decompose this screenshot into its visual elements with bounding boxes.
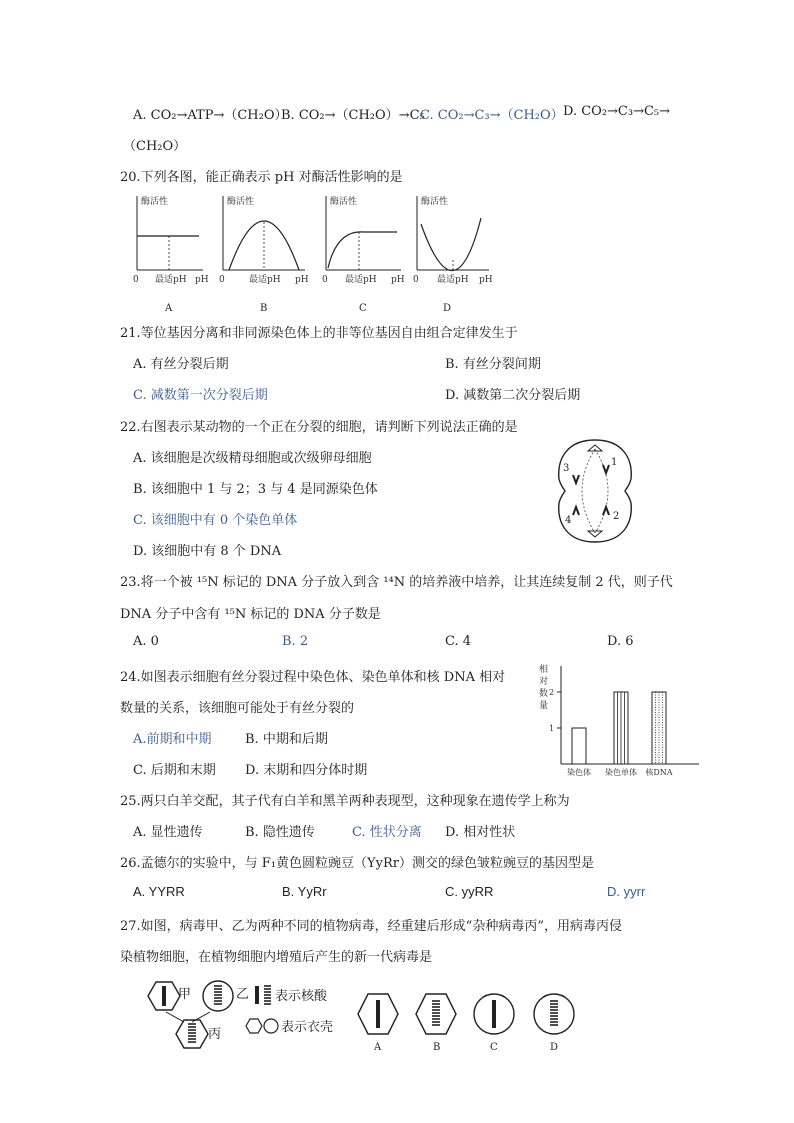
y-tick-label-2: 2 <box>549 688 555 697</box>
chart-ylabel-2: 对 <box>539 677 549 687</box>
legend-nucleic <box>255 986 328 1004</box>
graph-b-ylabel: 酶活性 <box>227 197 255 207</box>
chart-ylabel-3: 数 <box>539 689 549 699</box>
q21-option-d: D. 减数第二次分裂后期 <box>445 388 581 403</box>
q20-stem: 20.下列各图，能正确表示 pH 对酶活性影响的是 <box>120 170 403 185</box>
graph-c <box>322 195 405 314</box>
graph-a-label: A <box>165 303 173 314</box>
q25-stem: 25.两只白羊交配，其子代有白羊和黑羊两种表现型，这种现象在遗传学上称为 <box>120 794 570 809</box>
legend-shell <box>246 1019 333 1035</box>
virus-option-b <box>416 994 456 1053</box>
q24-bar-chart <box>535 660 705 778</box>
graph-d-curve <box>421 218 481 271</box>
graph-a-xend: pH <box>195 275 209 285</box>
q24-option-c: C. 后期和末期 <box>133 763 216 778</box>
q22-stem: 22.右图表示某动物的一个正在分裂的细胞，请判断下列说法正确的是 <box>120 420 518 435</box>
pole-top <box>588 445 602 451</box>
q23-stem-line2: DNA 分子中含有 ¹⁵N 标记的 DNA 分子数是 <box>120 607 381 622</box>
q24-stem-line1: 24.如图表示细胞有丝分裂过程中染色体、染色单体和核 DNA 相对 <box>120 670 506 685</box>
q23-option-a: A. 0 <box>133 634 159 649</box>
x-label-2: 核DNA <box>645 768 673 777</box>
pole-bottom <box>588 531 602 537</box>
virus-bing <box>176 1020 221 1048</box>
chart-ylabel-1: 相 <box>539 665 549 675</box>
graph-c-label: C <box>359 303 367 314</box>
svg-text:D: D <box>550 1042 559 1053</box>
graph-b-xend: pH <box>295 275 309 285</box>
graph-b <box>219 195 309 314</box>
graph-d-xlabel: 最适pH <box>437 275 469 285</box>
graph-c-ylabel: 酶活性 <box>330 197 358 207</box>
q26-option-d: D. yyrr <box>607 884 646 899</box>
virus-option-d <box>534 994 574 1053</box>
q21-stem: 21.等位基因分离和非同源染色体上的非等位基因自由组合定律发生于 <box>120 326 518 341</box>
svg-text:C: C <box>490 1042 498 1053</box>
chromosome-3 <box>573 475 579 483</box>
q19-option-d: D. CO₂→C₃→C₅→ <box>563 104 671 119</box>
q22-option-c: C. 该细胞中有 0 个染色单体 <box>133 513 298 528</box>
q25-option-b: B. 隐性遗传 <box>245 825 315 840</box>
label-yi: 乙 <box>236 987 250 1002</box>
q24-option-b: B. 中期和后期 <box>245 732 328 747</box>
graph-b-xlabel: 最适pH <box>249 275 281 285</box>
virus-yi <box>203 981 249 1011</box>
label-1: 1 <box>611 457 618 468</box>
graph-c-origin: 0 <box>322 275 328 285</box>
q26-option-c: C. yyRR <box>445 884 494 899</box>
x-label-1: 染色单体 <box>605 768 637 777</box>
q22-option-a: A. 该细胞是次级精母细胞或次级卵母细胞 <box>133 451 372 466</box>
q25-option-c: C. 性状分离 <box>352 825 422 840</box>
q24-option-d: D. 末期和四分体时期 <box>245 763 368 778</box>
graph-b-label: B <box>260 303 268 314</box>
q25-option-a: A. 显性遗传 <box>133 825 203 840</box>
q26-option-b: B. YyRr <box>282 884 327 899</box>
graph-d-label: D <box>443 303 452 314</box>
svg-text:表示核酸: 表示核酸 <box>275 989 328 1004</box>
q22-option-b: B. 该细胞中 1 与 2；3 与 4 是同源染色体 <box>133 482 378 497</box>
graph-d-origin: 0 <box>413 275 419 285</box>
chromosome-4 <box>573 507 579 515</box>
graph-c-xlabel: 最适pH <box>345 275 377 285</box>
q25-option-d: D. 相对性状 <box>445 825 516 840</box>
x-label-0: 染色体 <box>567 768 591 777</box>
graph-a-ylabel: 酶活性 <box>141 197 169 207</box>
label-4: 4 <box>565 515 572 526</box>
q23-option-b: B. 2 <box>282 634 309 649</box>
label-bing: 丙 <box>208 1027 222 1042</box>
graph-a <box>133 195 209 314</box>
virus-jia <box>148 982 191 1010</box>
graph-d-ylabel: 酶活性 <box>421 197 449 207</box>
q24-stem-line2: 数量的关系，该细胞可能处于有丝分裂的 <box>120 701 355 716</box>
graph-a-xlabel: 最适pH <box>155 275 187 285</box>
graph-d <box>413 195 493 314</box>
graph-c-xend: pH <box>391 275 405 285</box>
q21-option-a: A. 有丝分裂后期 <box>133 357 229 372</box>
label-2: 2 <box>613 511 620 522</box>
q20-graphs <box>125 192 505 316</box>
q19-option-a: A. CO₂→ATP→（CH₂O） <box>133 108 288 123</box>
q26-stem: 26.孟德尔的实验中，与 F₁黄色圆粒豌豆（YyRr）测交的绿色皱粒豌豆的基因型是 <box>120 856 594 871</box>
graph-d-xend: pH <box>479 275 493 285</box>
virus-option-a <box>358 994 398 1053</box>
svg-text:B: B <box>433 1042 441 1053</box>
q22-cell-diagram <box>545 437 645 545</box>
q22-option-d: D. 该细胞中有 8 个 DNA <box>133 544 282 559</box>
svg-text:A: A <box>374 1042 382 1053</box>
q26-option-a: A. YYRR <box>133 884 185 899</box>
q23-option-c: C. 4 <box>445 634 472 649</box>
q21-option-c: C. 减数第一次分裂后期 <box>133 388 268 403</box>
graph-b-origin: 0 <box>219 275 225 285</box>
graph-c-curve <box>328 232 397 268</box>
cell-outline <box>559 440 631 542</box>
q27-virus-diagram <box>140 976 600 1056</box>
q19-option-b: B. CO₂→（CH₂O）→C₅ <box>281 108 425 123</box>
q23-option-d: D. 6 <box>607 634 634 649</box>
chromosome-2 <box>603 507 609 515</box>
q19-option-c: C. CO₂→C₃→（CH₂O） <box>420 108 564 123</box>
label-3: 3 <box>563 463 570 474</box>
q23-stem-line1: 23.将一个被 ¹⁵N 标记的 DNA 分子放入到含 ¹⁴N 的培养液中培养，让其连续复制 2 代，则子代 <box>120 575 673 590</box>
y-tick-label-1: 1 <box>549 724 555 733</box>
q24-option-a: A.前期和中期 <box>133 732 212 747</box>
label-jia: 甲 <box>178 987 192 1002</box>
bar-0 <box>572 728 586 764</box>
graph-a-origin: 0 <box>133 275 139 285</box>
q21-option-b: B. 有丝分裂间期 <box>445 357 541 372</box>
q27-stem-line1: 27.如图，病毒甲、乙为两种不同的植物病毒，经重建后形成“杂种病毒丙”，用病毒丙侵 <box>120 919 622 934</box>
q19-option-d-cont: （CH₂O） <box>123 139 187 154</box>
chart-ylabel-4: 量 <box>539 701 549 711</box>
svg-text:表示衣壳: 表示衣壳 <box>281 1020 334 1035</box>
virus-option-c <box>474 994 514 1053</box>
chromosome-1 <box>603 465 609 473</box>
q27-stem-line2: 染植物细胞，在植物细胞内增殖后产生的新一代病毒是 <box>120 950 433 965</box>
